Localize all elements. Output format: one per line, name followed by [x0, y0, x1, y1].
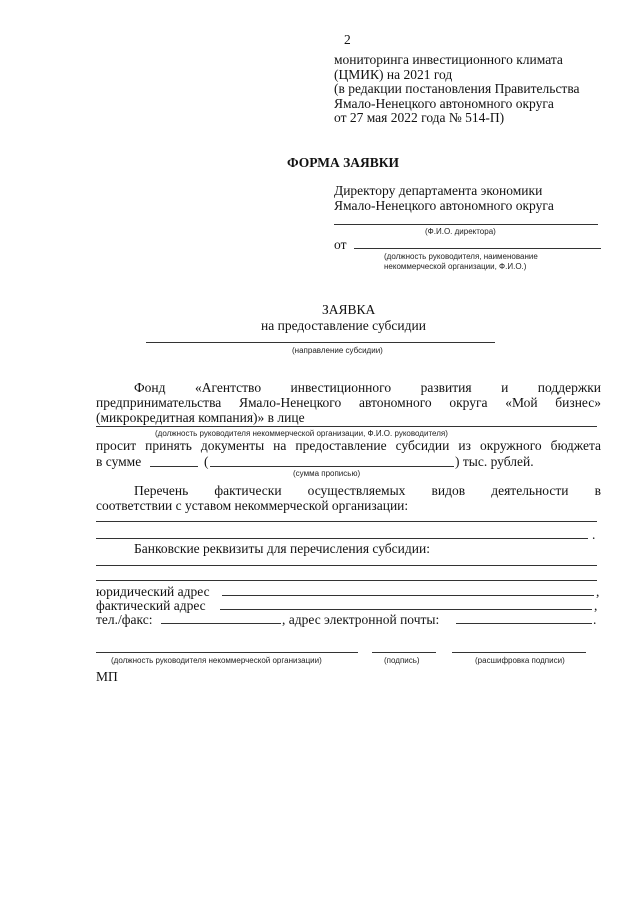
position-caption: (должность руководителя некоммерческой организации) — [111, 656, 322, 665]
legal-address-comma: , — [596, 584, 600, 599]
addressee-line-2: Ямало-Ненецкого автономного округа — [334, 198, 554, 213]
activities-period: . — [592, 527, 596, 542]
direction-caption: (направление субсидии) — [292, 346, 383, 355]
legal-address-field[interactable] — [222, 595, 594, 596]
activities-field-1[interactable] — [96, 521, 597, 522]
request-line: просит принять документы на предоставление субсидии из окружного бюджета — [96, 438, 601, 453]
bank-field-1[interactable] — [96, 565, 597, 566]
phone-fax-label: тел./факс: — [96, 612, 153, 627]
bank-field-2[interactable] — [96, 580, 597, 581]
para1-line-1: Фонд «Агентство инвестиционного развития и поддержки — [134, 380, 601, 395]
actual-address-label: фактический адрес — [96, 598, 206, 613]
header-line-4: Ямало-Ненецкого автономного округа — [334, 96, 554, 111]
page-number: 2 — [344, 32, 351, 47]
stamp-mark: МП — [96, 669, 118, 684]
activities-field-2[interactable] — [96, 538, 588, 539]
sum-caption: (сумма прописью) — [293, 469, 361, 478]
application-subtitle: на предоставление субсидии — [261, 318, 426, 333]
from-caption-1: (должность руководителя, наименование — [384, 252, 538, 261]
director-name-line[interactable] — [334, 224, 598, 225]
from-line[interactable] — [354, 248, 601, 249]
position-sign-line[interactable] — [96, 652, 358, 653]
header-line-5: от 27 мая 2022 года № 514-П) — [334, 110, 505, 125]
header-line-2: (ЦМИК) на 2021 год — [334, 67, 453, 82]
direction-line[interactable] — [146, 342, 495, 343]
head-caption: (должность руководителя некоммерческой организации, Ф.И.О. руководителя) — [155, 429, 448, 438]
email-label: , адрес электронной почты: — [282, 612, 440, 627]
para1-line-2: предпринимательства Ямало-Ненецкого автономного округа «Мой бизнес» — [96, 395, 601, 410]
decode-line[interactable] — [452, 652, 586, 653]
from-caption-2: некоммерческой организации, Ф.И.О.) — [384, 262, 527, 271]
signature-caption: (подпись) — [384, 656, 420, 665]
sum-label: в сумме — [96, 454, 142, 469]
actual-address-field[interactable] — [220, 609, 592, 610]
application-title: ЗАЯВКА — [322, 302, 376, 317]
bank-label: Банковские реквизиты для перечисления субсидии: — [134, 541, 430, 556]
actual-address-comma: , — [594, 598, 598, 613]
header-line-3: (в редакции постановления Правительства — [334, 81, 580, 96]
para1-line-3: (микрокредитная компания)» в лице — [96, 410, 305, 425]
legal-address-label: юридический адрес — [96, 584, 210, 599]
sum-digits-line[interactable] — [150, 466, 198, 467]
head-line[interactable] — [96, 426, 597, 427]
phone-fax-field[interactable] — [161, 623, 281, 624]
email-field[interactable] — [456, 623, 592, 624]
activities-line-1: Перечень фактически осуществляемых видов деятельности в — [134, 483, 601, 498]
decode-caption: (расшифровка подписи) — [475, 656, 565, 665]
header-line-1: мониторинга инвестиционного климата — [334, 52, 563, 67]
sum-close: ) тыс. рублей. — [455, 454, 534, 469]
form-title: ФОРМА ЗАЯВКИ — [287, 155, 400, 170]
director-caption: (Ф.И.О. директора) — [425, 227, 496, 236]
signature-line[interactable] — [372, 652, 436, 653]
addressee-line-1: Директору департамента экономики — [334, 183, 543, 198]
email-period: . — [593, 612, 597, 627]
from-label: от — [334, 237, 347, 252]
activities-line-2: соответствии с уставом некоммерческой организации: — [96, 498, 409, 513]
sum-open: ( — [204, 454, 209, 469]
sum-words-line[interactable] — [210, 466, 454, 467]
